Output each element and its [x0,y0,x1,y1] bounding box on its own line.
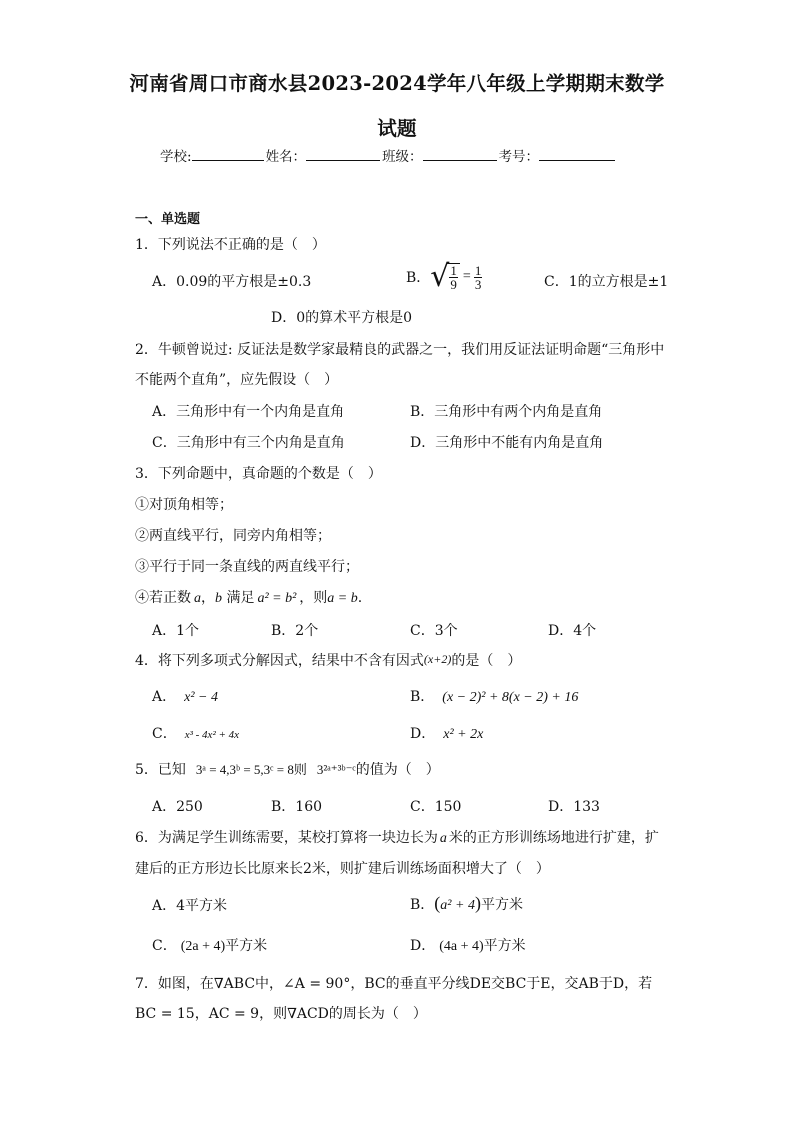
q5-option-a[interactable]: A．250 [152,799,203,815]
q5-option-b[interactable]: B．160 [271,799,323,815]
name-label: 姓名： [265,149,307,165]
q1-stem: 1．下列说法不正确的是（ ） [135,237,326,253]
q3-p4-end: . [357,590,363,606]
q5-option-d[interactable]: D．133 [548,799,600,815]
q6-stem-prefix: 6．为满足学生训练需要，某校打算将一块边长为 [135,830,438,846]
q4-a-expr: x² − 4 [184,690,218,705]
q1-b-sqrt-numerator: 1 [450,263,457,278]
q3-p4-result: a = b [327,591,358,606]
q6-option-d[interactable] [410,935,526,955]
q4-c-label: C． [152,726,177,742]
q3-proposition-1: ①对顶角相等； [135,497,233,513]
school-label: 学校: [160,149,192,165]
q2-option-a[interactable]: A．三角形中有一个内角是直角 [152,404,345,420]
q5-expression: 3²ᵃ⁺³ᵇ⁻ᶜ [316,762,356,777]
q5-option-c[interactable]: C．150 [410,799,462,815]
class-blank[interactable] [423,146,497,161]
exam-title-line2: 试题 [377,117,417,140]
q2-option-c[interactable]: C．三角形中有三个内角是直角 [152,435,345,451]
q5-stem [135,759,440,779]
q6-c-label: C． [152,938,177,954]
q5-stem-prefix: 5．已知 [135,762,186,778]
q6-d-unit: 平方米 [483,938,526,954]
q7-stem-line2: BC = 15，AC = 9，则∇ACD的周长为（ ） [135,1006,427,1022]
q4-stem [135,650,521,670]
q1-b-equals: = [462,269,471,284]
q1-option-a[interactable]: A．0.09的平方根是±0.3 [152,274,312,290]
section-heading: 一、单选题 [135,212,201,227]
q3-p4-prefix: ④若正数 [135,590,191,606]
q7-stem-line1: 7．如图，在∇ABC中，∠A = 90°，BC的垂直平分线DE交BC于E，交AB于D，若 [135,976,653,992]
name-blank[interactable] [306,146,380,161]
q4-stem-factor: (x+2) [423,652,452,666]
q6-b-unit: 平方米 [480,897,523,913]
q5-stem-suffix: 的值为（ ） [355,762,440,778]
q4-b-label: B． [410,689,435,705]
q1-option-d[interactable]: D．0的算术平方根是0 [271,310,413,326]
q6-stem-line2: 建后的正方形边长比原来长2米，则扩建后训练场面积增大了（ ） [135,861,550,877]
q4-stem-prefix: 4．将下列多项式分解因式，结果中不含有因式 [135,653,424,669]
q4-stem-suffix: 的是（ ） [451,653,522,669]
q4-option-c[interactable] [152,723,239,743]
q6-var-a: a [439,831,447,846]
q6-option-a[interactable]: A．4平方米 [152,898,228,914]
q1-option-c[interactable]: C．1的立方根是±1 [544,274,669,290]
exam-number-blank[interactable] [539,146,615,161]
q4-option-d[interactable] [410,723,483,743]
q4-option-b[interactable] [410,686,578,706]
q4-d-label: D． [410,726,436,742]
q3-stem: 3．下列命题中，真命题的个数是（ ） [135,466,382,482]
q1-b-sqrt-denominator: 9 [450,277,457,292]
q6-d-expr: (4a + 4) [439,939,484,954]
q6-option-b[interactable]: B．(a² + 4)平方米 [410,893,523,913]
q3-proposition-2: ②两直线平行，同旁内角相等； [135,528,331,544]
q3-option-c[interactable]: C．3个 [410,623,458,639]
sqrt-symbol: √ $\frac{1}{9}$ [430,262,460,292]
q4-option-a[interactable] [152,686,218,706]
exam-title-line1: 河南省周口市商水县2023-2024学年八年级上学期期末数学 [129,72,665,95]
q5-condition: 3ᵃ = 4,3ᵇ = 5,3ᶜ = 8则 [195,762,307,777]
q1-option-b-label: B． [406,270,431,286]
q4-d-expr: x² + 2x [443,727,484,742]
q3-proposition-3: ③平行于同一条直线的两直线平行； [135,559,359,575]
q3-p4-var-b: b [215,591,222,606]
q6-c-expr: (2a + 4) [180,939,226,954]
q6-b-label: B． [410,897,435,913]
q4-b-expr: (x − 2)² + 8(x − 2) + 16 [442,690,579,705]
q3-proposition-4 [135,587,362,607]
q3-option-d[interactable]: D．4个 [548,623,597,639]
q3-p4-then: ，则 [299,590,328,606]
q4-a-label: A． [152,689,177,705]
q3-option-b[interactable]: B．2个 [271,623,319,639]
q6-option-c[interactable] [152,935,267,955]
q3-p4-var-a: a [194,591,201,606]
q3-p4-condition: a² = b² [257,591,297,606]
exam-number-label: 考号： [498,149,540,165]
q6-d-label: D． [410,938,436,954]
q6-stem-suffix: 米的正方形训练场地进行扩建，扩 [448,830,659,846]
q2-stem-line1: 2．牛顿曾说过: 反证法是数学家最精良的武器之一，我们用反证法证明命题“三角形中 [135,342,665,358]
q4-c-expr: x³ - 4x² + 4x [184,729,240,741]
q1-option-b[interactable] [406,259,482,294]
student-info-line [160,145,617,165]
q2-option-b[interactable]: B．三角形中有两个内角是直角 [410,404,603,420]
q3-option-a[interactable]: A．1个 [152,623,200,639]
q3-p4-middle: 满足 [222,590,255,606]
school-blank[interactable] [192,146,264,161]
q6-c-unit: 平方米 [225,938,268,954]
q2-stem-line2: 不能两个直角”，应先假设（ ） [135,372,339,388]
q1-b-rhs-denominator: 3 [474,276,482,292]
q6-stem-line1 [135,827,659,847]
class-label: 班级： [382,149,423,165]
q3-p4-comma: ， [201,590,215,606]
q1-b-rhs-numerator: 1 [474,262,482,278]
q6-b-expr: a² + 4 [440,898,475,913]
q2-option-d[interactable]: D．三角形中不能有内角是直角 [410,435,604,451]
